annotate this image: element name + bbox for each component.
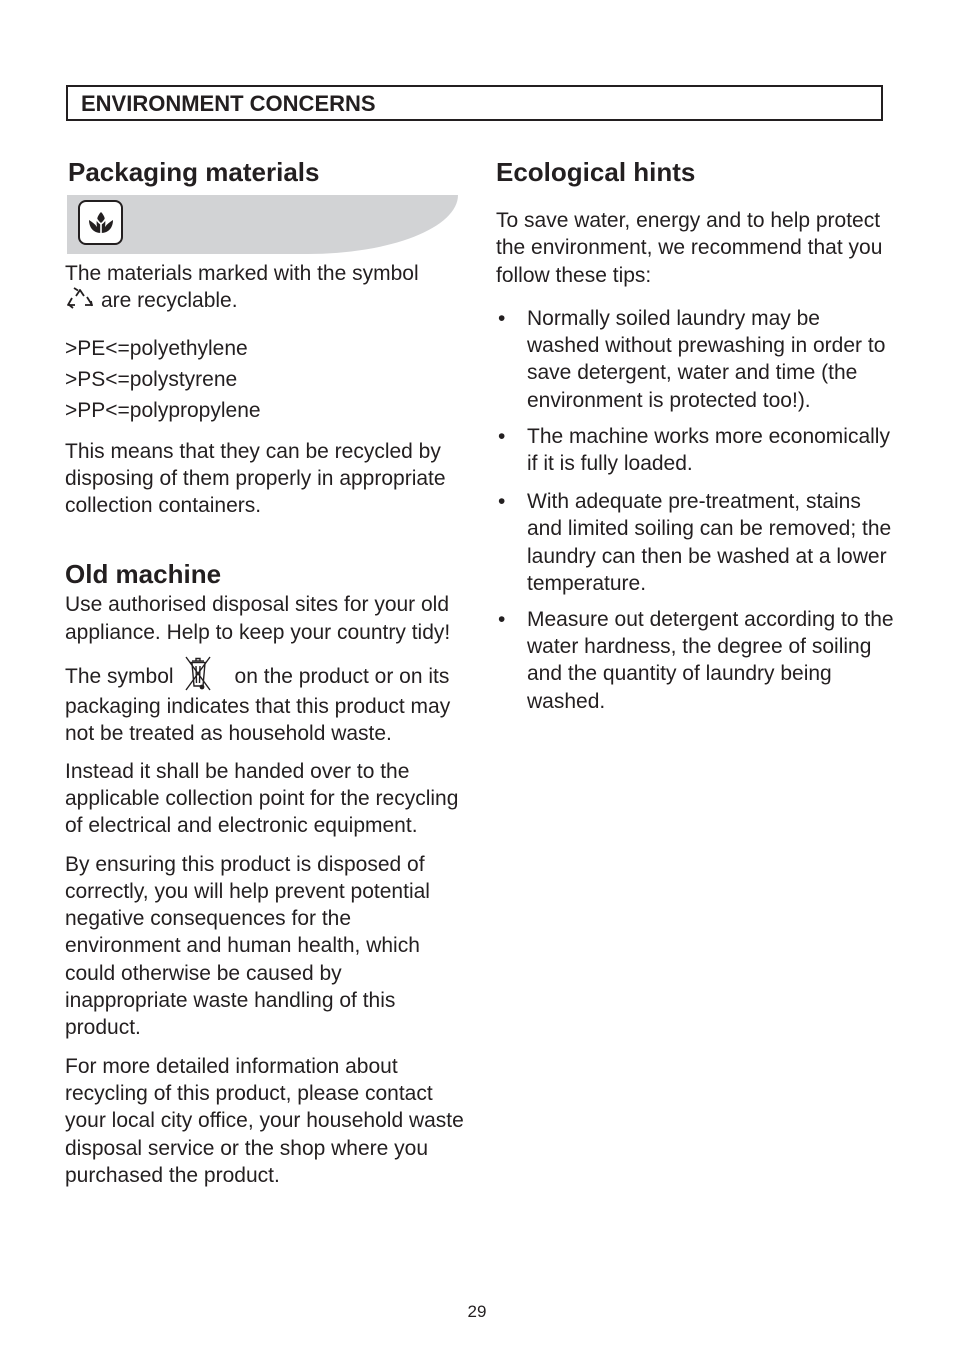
tip-text: The machine works more economically if it is fully loaded. bbox=[527, 424, 890, 475]
material-list bbox=[65, 333, 470, 426]
ecological-tips bbox=[496, 305, 896, 715]
old-machine-p5: For more detailed information about recycling of this product, please contact your local city office, your household waste disposal service or the shop where you purchased the product. bbox=[65, 1054, 464, 1187]
recyclable-text-1: The materials marked with the symbol bbox=[65, 262, 419, 285]
left-column bbox=[65, 150, 470, 1189]
eco-banner bbox=[67, 195, 458, 254]
section-title: ENVIRONMENT CONCERNS bbox=[81, 91, 376, 116]
old-machine-p1: Use authorised disposal sites for your old appliance. Help to keep your country tidy! bbox=[65, 593, 451, 644]
bullet: • bbox=[498, 607, 506, 631]
tip-item bbox=[496, 305, 896, 414]
tip-item bbox=[496, 423, 896, 477]
old-machine-p3: Instead it shall be handed over to the applicable collection point for the recycling of electrical and electronic equipment. bbox=[65, 759, 459, 838]
bullet: • bbox=[498, 306, 506, 330]
bullet: • bbox=[498, 490, 506, 514]
old-machine-p4: By ensuring this product is disposed of correctly, you will help prevent potential negative consequences for the environment and human health, which could otherwise be caused by inappropriate waste handling of this product. bbox=[65, 852, 430, 1040]
bullet: • bbox=[498, 424, 506, 448]
symbol-text-after: on the product or on its packaging indicates that this product may not be treated as household waste. bbox=[65, 665, 451, 746]
symbol-text: The symbol bbox=[65, 665, 174, 689]
material-pp: >PP<=polypropylene bbox=[65, 398, 261, 422]
recyclable-text-2: are recyclable. bbox=[101, 289, 238, 313]
crossed-bin-icon bbox=[183, 655, 213, 693]
tip-item bbox=[496, 606, 896, 715]
recyclable-paragraph bbox=[65, 260, 470, 315]
ecological-intro: To save water, energy and to help protect the environment, we recommend that you follow these tips: bbox=[496, 209, 883, 287]
tip-text: Measure out detergent according to the water hardness, the degree of soiling and the quantity of laundry being washed. bbox=[527, 607, 894, 713]
ecological-heading: Ecological hints bbox=[496, 157, 696, 187]
tip-text: Normally soiled laundry may be washed without prewashing in order to save detergent, water and time (the environment is protected too!). bbox=[527, 306, 886, 412]
disposal-paragraph: This means that they can be recycled by disposing of them properly in appropriate collection containers. bbox=[65, 439, 446, 518]
tip-text: With adequate pre-treatment, stains and limited soiling can be removed; the laundry can then be washed at a lower temperature. bbox=[527, 490, 892, 595]
eco-flower-icon bbox=[78, 200, 123, 245]
material-pe: >PE<=polyethylene bbox=[65, 336, 248, 360]
old-machine-p2 bbox=[65, 655, 470, 748]
old-machine-heading: Old machine bbox=[65, 559, 222, 590]
page-number: 29 bbox=[467, 1302, 487, 1321]
tip-item bbox=[496, 488, 896, 597]
recycle-icon bbox=[65, 287, 95, 311]
section-header bbox=[66, 85, 883, 121]
right-column bbox=[496, 150, 896, 724]
packaging-heading: Packaging materials bbox=[68, 157, 320, 187]
material-ps: >PS<=polystyrene bbox=[65, 367, 238, 391]
